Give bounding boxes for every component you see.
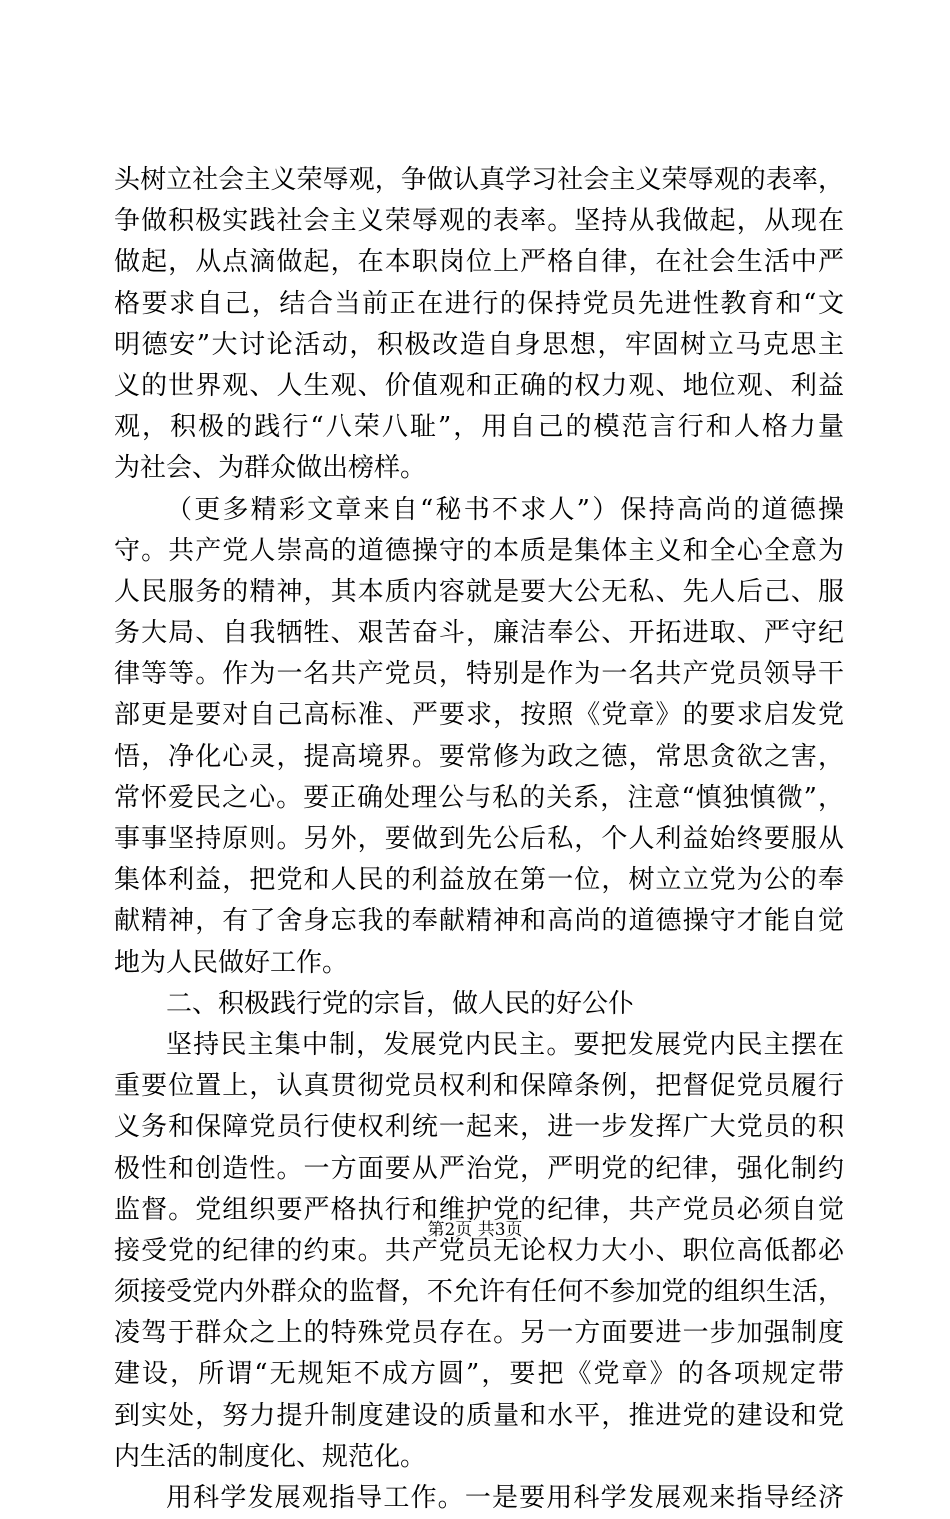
text-line: 重要位置上，认真贯彻党员权利和保障条例，把督促党员履行 [114,1071,844,1102]
text-line: 务大局、自我牺牲、艰苦奋斗，廉洁奉公、开拓进取、严守纪 [114,618,844,649]
text-line: 监督。党组织要严格执行和维护党的纪律，共产党员必须自觉 [114,1194,844,1225]
text-line: 义务和保障党员行使权利统一起来，进一步发挥广大党员的积 [114,1112,844,1143]
text-line: 内生活的制度化、规范化。 [114,1441,427,1472]
text-line: 格要求自己，结合当前正在进行的保持党员先进性教育和“文 [114,288,844,319]
text-line: 悟，净化心灵，提高境界。要常修为政之德，常思贪欲之害， [114,741,844,772]
paragraph-first-line: （更多精彩文章来自“秘书不求人”）保持高尚的道德操 [166,494,844,525]
text-line: 地为人民做好工作。 [114,947,349,978]
text-line: 建设，所谓“无规矩不成方圆”，要把《党章》的各项规定带 [114,1359,844,1390]
page-number-footer: 第2页 共3页 [427,1220,523,1240]
paragraph-first-line: 坚持民主集中制，发展党内民主。要把发展党内民主摆在 [166,1029,844,1060]
text-line: 须接受党内外群众的监督，不允许有任何不参加党的组织生活， [114,1277,844,1308]
text-line: 到实处，努力提升制度建设的质量和水平，推进党的建设和党 [114,1400,844,1431]
text-line: 部更是要对自己高标准、严要求，按照《党章》的要求启发党 [114,700,844,731]
text-line: 义的世界观、人生观、价值观和正确的权力观、地位观、利益 [114,370,844,401]
text-line: 明德安”大讨论活动，积极改造自身思想，牢固树立马克思主 [114,329,844,360]
paragraph-first-line: 用科学发展观指导工作。一是要用科学发展观来指导经济 [166,1483,844,1513]
text-line: 极性和创造性。一方面要从严治党，严明党的纪律，强化制约 [114,1153,844,1184]
text-line: 律等等。作为一名共产党员，特别是作为一名共产党员领导干 [114,659,844,690]
text-line: 献精神，有了舍身忘我的奉献精神和高尚的道德操守才能自觉 [114,906,844,937]
text-line: 争做积极实践社会主义荣辱观的表率。坚持从我做起，从现在 [114,206,844,237]
text-line: 头树立社会主义荣辱观，争做认真学习社会主义荣辱观的表率， [114,165,844,195]
text-line: 人民服务的精神，其本质内容就是要大公无私、先人后己、服 [114,576,844,607]
section-heading: 二、积极践行党的宗旨，做人民的好公仆 [166,988,635,1019]
text-line: 为社会、为群众做出榜样。 [114,453,427,484]
document-body [114,160,844,1519]
text-line: 常怀爱民之心。要正确处理公与私的关系，注意“慎独慎微”， [114,782,844,813]
text-line: 凌驾于群众之上的特殊党员存在。另一方面要进一步加强制度 [114,1318,844,1349]
text-line: 事事坚持原则。另外，要做到先公后私，个人利益始终要服从 [114,824,844,854]
text-line: 接受党的纪律的约束。共产党员无论权力大小、职位高低都必 [114,1235,844,1266]
text-line: 守。共产党人崇高的道德操守的本质是集体主义和全心全意为 [114,535,844,566]
text-line: 观，积极的践行“八荣八耻”，用自己的模范言行和人格力量 [114,412,844,443]
text-line: 做起，从点滴做起，在本职岗位上严格自律，在社会生活中严 [114,247,844,278]
text-line: 集体利益，把党和人民的利益放在第一位，树立立党为公的奉 [114,865,844,896]
